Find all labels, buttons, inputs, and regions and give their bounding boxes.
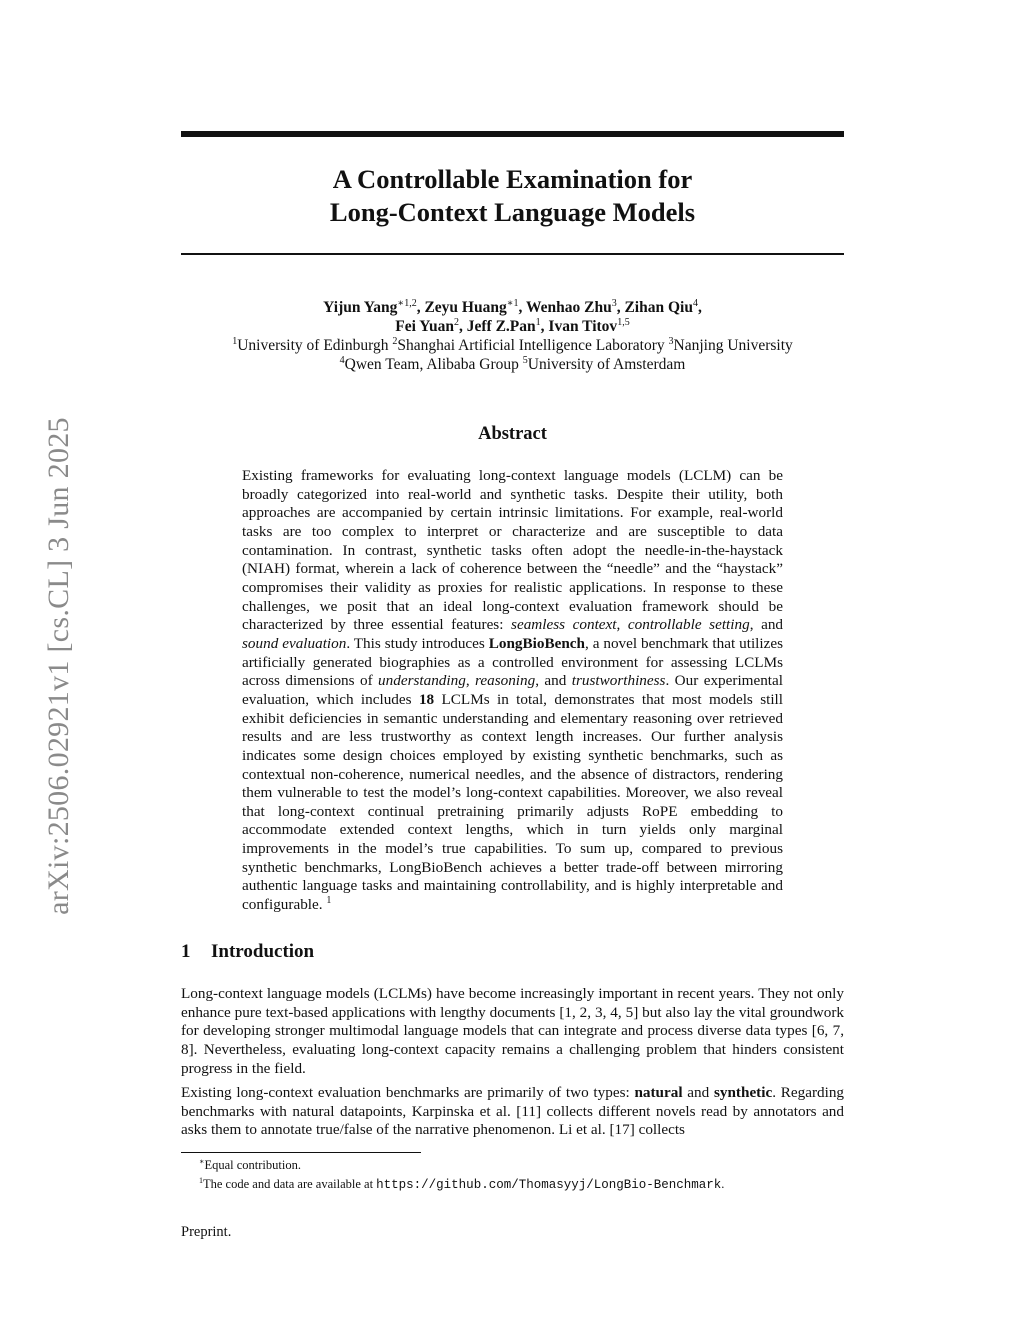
footnote-code-link (199, 1176, 862, 1193)
abstract-emphasis: understanding (378, 672, 466, 690)
affiliation: University of Amsterdam (527, 356, 686, 373)
preprint-label: Preprint. (181, 1224, 232, 1240)
author-names-line-1: Yijun Yang$^{∗1,2}$, Zeyu Huang$^{∗1}$, Wenhao Zhu$^3$, Zihan Qiu$^4$, (323, 297, 702, 316)
title-line-2: Long-Context Language Models (329, 197, 696, 227)
bold-term: natural (634, 1084, 683, 1101)
affiliation: Qwen Team, Alibaba Group (344, 356, 519, 373)
author-affil: 1 (535, 316, 541, 328)
author-name: Zihan Qiu (624, 299, 693, 316)
title-bottom-rule (181, 253, 844, 255)
abstract-text: . Our experimental evaluation, which includes (242, 672, 783, 708)
author-name: Jeff Z.Pan (466, 318, 536, 335)
abstract-emphasis: controllable setting (627, 616, 750, 634)
bold-term: synthetic (713, 1084, 773, 1101)
author-name: Yijun Yang (323, 299, 398, 316)
footnote-text: The code and data are available at (203, 1177, 377, 1191)
abstract-text: , and (749, 616, 784, 634)
author-names-line-2: Fei Yuan$^2$, Jeff Z.Pan$^1$, Ivan Titov$^{1,5}$ (395, 316, 630, 335)
affiliation: University of Edinburgh (237, 337, 389, 354)
author-affil: 1,5 (617, 316, 630, 328)
author-affil: 4 (692, 297, 698, 309)
title-top-rule (181, 131, 844, 137)
title-line-1: A Controllable Examination for (332, 164, 693, 194)
abstract-emphasis: trustworthiness (571, 672, 666, 690)
paragraph-text: and (682, 1084, 714, 1101)
footnote-ref[interactable]: 1 (326, 895, 332, 907)
footnote-mark: ∗ (199, 1156, 205, 1166)
abstract-emphasis: seamless context (511, 616, 617, 634)
github-link[interactable]: https://github.com/Thomasyyj/LongBio-Benchmark (376, 1178, 722, 1192)
abstract-text: , a novel benchmark that utilizes artificially generated biographies as a controlled environment for assessing LCLMs across dimensions of (242, 634, 783, 690)
section-heading-introduction (181, 941, 314, 963)
footnote-mark: 1 (199, 1175, 203, 1185)
abstract-text: . This study introduces (346, 634, 489, 652)
footnote-equal-contribution (199, 1157, 862, 1173)
paragraph-text: Existing long-context evaluation benchmarks are primarily of two types: (181, 1084, 635, 1101)
affiliation: Nanjing University (673, 337, 793, 354)
abstract-text: , and (535, 672, 572, 690)
abstract-emphasis: sound evaluation (242, 634, 347, 652)
arxiv-identifier (29, 386, 89, 946)
author-affil: ∗1 (506, 297, 519, 309)
author-affil: ∗1,2 (397, 297, 417, 309)
paragraph-text: . Regarding benchmarks with natural datapoints, Karpinska et al. [11] collects different novels read by annotators and asks them to annotate true/false of the narrative phenomenon. Li et al. [17] collects (181, 1084, 845, 1139)
abstract-text: Existing frameworks for evaluating long-context language models (LCLM) can be broadly categorized into real-world and synthetic tasks. Despite their utility, both approaches are accompanied by certain intrinsic limitations. For example, real-world tasks are too complex to interpret or characterize and are susceptible to data contamination. In contrast, synthetic tasks often adopt the needle-in-the-haystack (NIAH) format, wherein a lack of coherence between the “needle” and the “haystack” compromises their validity as proxies for realistic applications. In response to these challenges, we posit that an ideal long-context evaluation framework should be characterized by three essential features: (242, 467, 783, 634)
paper-title (181, 163, 844, 229)
footnote-text: Equal contribution. (204, 1158, 301, 1172)
author-block (181, 298, 844, 374)
abstract-text: , (465, 672, 476, 690)
section-title: Introduction (211, 941, 315, 962)
author-name: Wenhao Zhu (525, 299, 612, 316)
author-affil: 2 (454, 316, 460, 328)
affil-mark: 4 (339, 354, 345, 366)
abstract-text: , (616, 616, 628, 634)
affiliations-line-1 (181, 336, 844, 355)
abstract-body (242, 467, 783, 915)
author-name: Zeyu Huang (424, 299, 507, 316)
footnote-rule (181, 1152, 421, 1153)
intro-paragraph-2 (181, 1084, 844, 1140)
affil-mark: 3 (668, 335, 674, 347)
affil-mark: 1 (232, 335, 238, 347)
abstract-heading: Abstract (478, 424, 547, 444)
abstract-text: LCLMs in total, demonstrates that most models still exhibit deficiencies in semantic understanding and elementary reasoning over retrieved results and are less trustworthy as context length increases. Our further analysis indicates some design choices employed by existing synthetic benchmarks, such as contextual non-coherence, numerical needles, and the absence of distractors, rendering them vulnerable to test the model’s long-context capabilities. Moreover, we also reveal that long-context continual pretraining primarily adjusts RoPE embedding to accommodate extended context lengths, which in turn yields only marginal improvements in the model’s true capabilities. To sum up, compared to previous synthetic benchmarks, LongBioBench achieves a better trade-off between mirroring authentic language tasks and maintaining controllability, and is highly interpretable and configurable. (242, 690, 783, 914)
benchmark-name: LongBioBench (488, 634, 585, 652)
footnote-text: . (721, 1177, 725, 1191)
section-number: 1 (181, 941, 191, 962)
affil-mark: 2 (392, 335, 398, 347)
affil-mark: 5 (522, 354, 528, 366)
affiliation: Shanghai Artificial Intelligence Laboratory (397, 337, 665, 354)
author-name: Ivan Titov (548, 318, 618, 335)
abstract-emphasis: reasoning (475, 672, 536, 690)
intro-paragraph-1: Long-context language models (LCLMs) have become increasingly important in recent years. They not only enhance pure text-based applications with lengthy documents [1, 2, 3, 4, 5] but also lay the vital groundwork for developing stronger multimodal language models that can integrate and process diverse data types [6, 7, 8]. Nevertheless, evaluating long-context capacity remains a challenging problem that hinders consistent progress in the field. (181, 985, 844, 1077)
model-count: 18 (418, 690, 435, 708)
author-name: Fei Yuan (395, 318, 455, 335)
affiliations-line-2 (181, 355, 844, 374)
author-affil: 3 (611, 297, 617, 309)
arxiv-identifier-text: arXiv:2506.02921v1 [cs.CL] 3 Jun 2025 (42, 417, 75, 915)
